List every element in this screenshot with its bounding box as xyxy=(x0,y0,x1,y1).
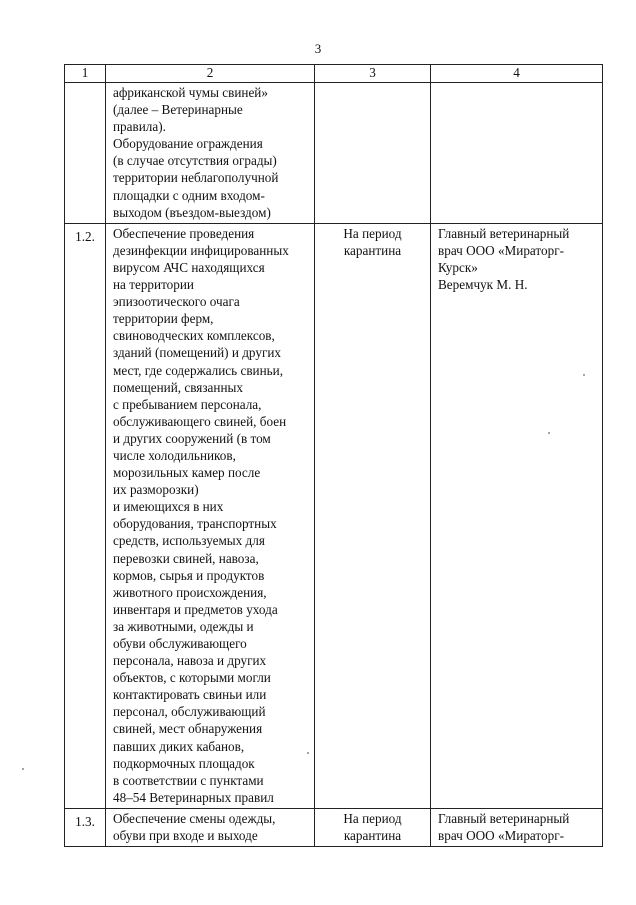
measure-term xyxy=(315,808,431,846)
cell-line: обуви при входе и выходе xyxy=(113,828,258,844)
cell-line: врач ООО «Мираторг- xyxy=(438,242,565,258)
cell-line: Обеспечение смены одежды, xyxy=(113,810,276,826)
column-header-1: 1 xyxy=(65,65,106,83)
cell-line: карантина xyxy=(343,242,402,258)
cell-line: в соответствии с пунктами xyxy=(113,772,264,788)
measure-term xyxy=(315,223,431,808)
cell-line: с пребыванием персонала, xyxy=(113,396,262,412)
cell-line: Веремчук М. Н. xyxy=(438,277,528,293)
cell-line: обслуживающего свиней, боен xyxy=(113,413,287,429)
measure-responsible xyxy=(431,83,603,224)
cell-line: Курск» xyxy=(438,259,478,275)
cell-line: Обеспечение проведения xyxy=(113,225,255,241)
cell-line: (далее – Ветеринарные xyxy=(113,102,243,118)
cell-line: свиней, мест обнаружения xyxy=(113,721,263,737)
cell-line: Оборудование ограждения xyxy=(113,136,263,152)
cell-line: персонала, навоза и других xyxy=(113,653,267,669)
cell-line: и имеющихся в них xyxy=(113,499,224,515)
measure-term xyxy=(315,83,431,224)
cell-line: африканской чумы свиней» xyxy=(113,85,268,100)
row-number: 1.2. xyxy=(65,223,106,808)
row-number xyxy=(65,83,106,224)
scan-speck xyxy=(548,432,550,434)
cell-line: оборудования, транспортных xyxy=(113,516,277,532)
cell-line: инвентаря и предметов ухода xyxy=(113,601,278,617)
cell-line: врач ООО «Мираторг- xyxy=(438,828,565,844)
cell-line: животного происхождения, xyxy=(113,584,267,600)
cell-line: помещений, связанных xyxy=(113,379,243,395)
cell-line: числе холодильников, xyxy=(113,447,236,463)
cell-line: территории ферм, xyxy=(113,311,214,327)
cell-line: и других сооружений (в том xyxy=(113,430,271,446)
cell-line: вирусом АЧС находящихся xyxy=(113,259,265,275)
cell-line: площадки с одним входом- xyxy=(113,187,265,203)
measure-description xyxy=(106,83,315,224)
scan-speck xyxy=(307,752,309,754)
cell-line: их разморозки) xyxy=(113,482,199,498)
cell-line: На период xyxy=(343,810,402,826)
cell-line: территории неблагополучной xyxy=(113,170,279,186)
scan-speck xyxy=(583,374,585,376)
cell-line: свиноводческих комплексов, xyxy=(113,328,275,344)
measure-responsible xyxy=(431,808,603,846)
cell-line: Главный ветеринарный xyxy=(438,810,570,826)
measures-table xyxy=(64,64,603,847)
cell-line: морозильных камер после xyxy=(113,465,261,481)
cell-line: павших диких кабанов, xyxy=(113,738,245,754)
cell-line: правила). xyxy=(113,119,166,135)
cell-line: дезинфекции инфицированных xyxy=(113,242,289,258)
table-row xyxy=(65,808,603,846)
cell-line: объектов, с которыми могли xyxy=(113,670,271,686)
cell-line: перевозки свиней, навоза, xyxy=(113,550,259,566)
cell-line: обуви обслуживающего xyxy=(113,636,247,651)
cell-line: 48–54 Ветеринарных правил xyxy=(113,789,274,805)
column-header-2: 2 xyxy=(106,65,315,83)
row-number: 1.3. xyxy=(65,808,106,846)
column-header-4: 4 xyxy=(431,65,603,83)
cell-line: карантина xyxy=(343,828,402,844)
cell-line: мест, где содержались свиньи, xyxy=(113,362,284,378)
cell-line: зданий (помещений) и других xyxy=(113,345,281,361)
cell-line: за животными, одежды и xyxy=(113,618,254,634)
cell-line: Главный ветеринарный xyxy=(438,225,570,241)
measure-description xyxy=(106,223,315,808)
cell-line: (в случае отсутствия ограды) xyxy=(113,153,277,169)
measure-responsible xyxy=(431,223,603,808)
table-header-row xyxy=(65,65,603,83)
measure-description xyxy=(106,808,315,846)
cell-line: персонал, обслуживающий xyxy=(113,704,266,720)
cell-line: кормов, сырья и продуктов xyxy=(113,567,265,583)
column-header-3: 3 xyxy=(315,65,431,83)
page-number: 3 xyxy=(314,41,322,56)
cell-line: На период xyxy=(343,225,402,241)
cell-line: контактировать свиньи или xyxy=(113,687,267,703)
cell-line: на территории xyxy=(113,277,194,293)
table-row xyxy=(65,83,603,224)
cell-line: эпизоотического очага xyxy=(113,294,240,310)
cell-line: выходом (въездом-выездом) xyxy=(113,204,271,220)
table-row xyxy=(65,223,603,808)
cell-line: средств, используемых для xyxy=(113,533,265,549)
scan-speck xyxy=(22,768,24,770)
cell-line: подкормочных площадок xyxy=(113,755,255,771)
